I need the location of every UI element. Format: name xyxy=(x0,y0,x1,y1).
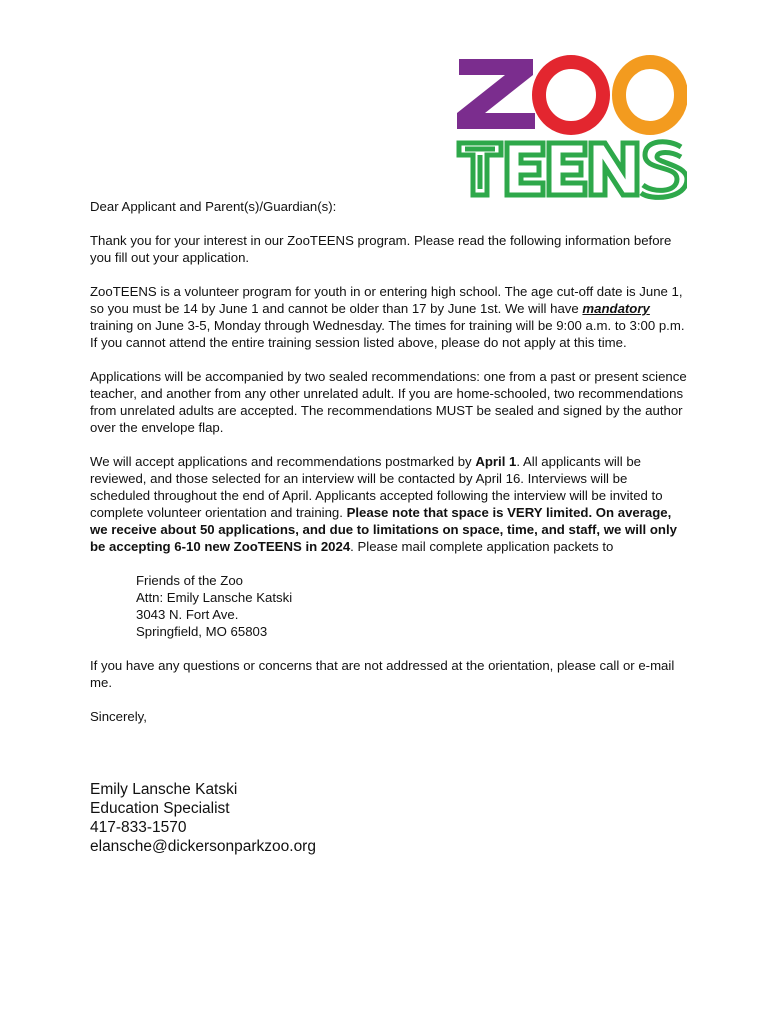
mandatory-emphasis: mandatory xyxy=(582,301,650,316)
logo-letter-o-red xyxy=(539,62,603,128)
paragraph-program xyxy=(90,283,688,351)
letter-paragraphs xyxy=(90,232,688,742)
signer-title: Education Specialist xyxy=(90,800,230,817)
paragraph-intro: Thank you for your interest in our ZooTEENS program. Please read the following information before you fill out your application. xyxy=(90,233,672,265)
deadline-date: April 1 xyxy=(475,454,517,469)
paragraph-deadline xyxy=(90,453,688,555)
signer-email[interactable]: elansche@dickersonparkzoo.org xyxy=(90,838,316,855)
paragraph-deadline-text-a: We will accept applications and recommendations postmarked by xyxy=(90,454,476,469)
paragraph-deadline-text-c: . Please mail complete application packets to xyxy=(350,539,614,554)
address-line: Friends of the Zoo xyxy=(136,573,244,588)
salutation: Dear Applicant and Parent(s)/Guardian(s): xyxy=(90,199,337,214)
mailing-address xyxy=(136,572,688,640)
address-line: 3043 N. Fort Ave. xyxy=(136,607,239,622)
address-line: Attn: Emily Lansche Katski xyxy=(136,590,293,605)
paragraph-program-text-a: ZooTEENS is a volunteer program for youth in or entering high school. The age cut-off date is June 1, so you must be 14 by June 1 and cannot be older than 17 by June 1st. We will have xyxy=(90,284,683,316)
paragraph-recommendations: Applications will be accompanied by two sealed recommendations: one from a past or present science teacher, and another from any other unrelated adult. If you are home-schooled, two recommendations from unrelated adults are accepted. The recommendations MUST be sealed and signed by the author over the envelope flap. xyxy=(90,369,687,435)
logo-word-teens xyxy=(459,142,687,198)
zooteens-logo xyxy=(455,55,687,200)
paragraph-questions: If you have any questions or concerns that are not addressed at the orientation, please call or e-mail me. xyxy=(90,658,675,690)
address-line: Springfield, MO 65803 xyxy=(136,624,268,639)
signature-block xyxy=(90,780,316,856)
paragraph-deadline-text-b: . All applicants will be reviewed, and those selected for an interview will be contacted by April 16. Interviews will be scheduled throughout the end of April. Applicants accepted following the interview will be invited to complete volunteer orientation and training. xyxy=(90,454,663,520)
space-limited-notice: Please note that space is VERY limited. On average, we receive about 50 applications, and due to limitations on space, time, and staff, we will only be accepting 6-10 new ZooTEENS in 2024 xyxy=(90,505,677,554)
paragraph-program-text-b: training on June 3-5, Monday through Wednesday. The times for training will be 9:00 a.m. to 3:00 p.m. If you cannot attend the entire training session listed above, please do not apply at this time. xyxy=(90,318,685,350)
closing: Sincerely, xyxy=(90,709,147,724)
signer-name: Emily Lansche Katski xyxy=(90,781,238,798)
logo-letter-z xyxy=(457,59,535,129)
logo-letter-o-orange xyxy=(619,62,681,128)
signer-phone: 417-833-1570 xyxy=(90,819,187,836)
